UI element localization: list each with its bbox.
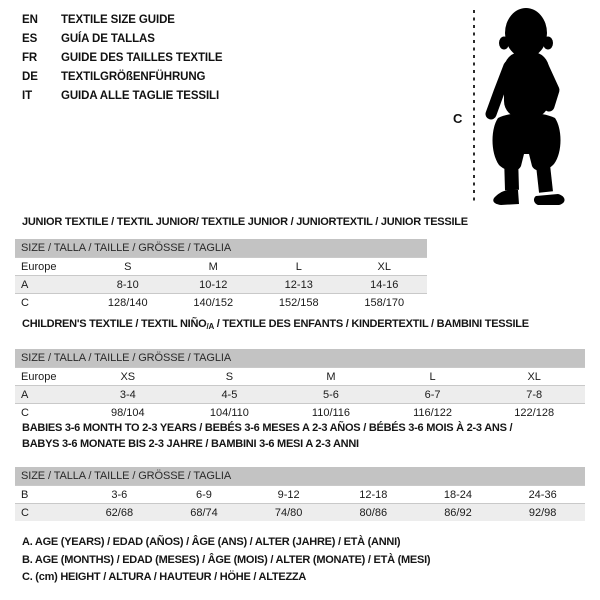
table-row — [15, 486, 585, 504]
toddler-silhouette-graphic — [448, 2, 600, 214]
row-label: C — [15, 404, 77, 422]
cell-value: XL — [483, 368, 585, 386]
height-measure-label: C — [453, 111, 463, 126]
cell-value: 74/80 — [246, 504, 331, 522]
language-list — [22, 11, 223, 106]
cell-value: 152/158 — [256, 294, 342, 312]
cell-value: L — [256, 258, 342, 276]
size-header-row — [15, 467, 585, 486]
row-label: A — [15, 386, 77, 404]
cell-value: 12-18 — [331, 486, 416, 504]
junior-textile-table — [15, 239, 427, 311]
language-code: FR — [22, 52, 38, 64]
language-label: TEXTILGRÖßENFÜHRUNG — [61, 71, 206, 83]
cell-value: 18-24 — [416, 486, 501, 504]
cell-value: 12-13 — [256, 276, 342, 294]
legend-line: C. (cm) HEIGHT / ALTURA / HAUTEUR / HÖHE / ALTEZZA — [22, 571, 307, 583]
childrens-textile-table — [15, 349, 585, 421]
junior-textile-title: JUNIOR TEXTILE / TEXTIL JUNIOR/ TEXTILE JUNIOR / JUNIORTEXTIL / JUNIOR TESSILE — [22, 216, 468, 228]
cell-value: 8-10 — [85, 276, 171, 294]
language-row — [22, 11, 223, 30]
size-header-label: SIZE / TALLA / TAILLE / GRÖSSE / TAGLIA — [15, 349, 585, 368]
table-row — [15, 258, 427, 276]
cell-value: 7-8 — [483, 386, 585, 404]
row-label: C — [15, 294, 85, 312]
language-code: ES — [22, 33, 38, 45]
language-code: DE — [22, 71, 38, 83]
cell-value: 4-5 — [179, 386, 281, 404]
cell-value: 92/98 — [500, 504, 585, 522]
cell-value: 6-7 — [382, 386, 484, 404]
table-row — [15, 294, 427, 312]
language-row — [22, 30, 223, 49]
table-row — [15, 404, 585, 422]
cell-value: M — [171, 258, 257, 276]
language-label: TEXTILE SIZE GUIDE — [61, 14, 175, 26]
legend-line: A. AGE (YEARS) / EDAD (AÑOS) / ÂGE (ANS) / ALTER (JAHRE) / ETÀ (ANNI) — [22, 536, 401, 548]
row-label: Europe — [15, 258, 85, 276]
cell-value: 110/116 — [280, 404, 382, 422]
toddler-silhouette-icon — [491, 8, 565, 205]
table-row — [15, 504, 585, 522]
size-header-label: SIZE / TALLA / TAILLE / GRÖSSE / TAGLIA — [15, 467, 585, 486]
cell-value: 80/86 — [331, 504, 416, 522]
table-row — [15, 276, 427, 294]
table-row — [15, 368, 585, 386]
cell-value: 3-6 — [77, 486, 162, 504]
cell-value: M — [280, 368, 382, 386]
cell-value: 104/110 — [179, 404, 281, 422]
cell-value: S — [85, 258, 171, 276]
legend-line: B. AGE (MONTHS) / EDAD (MESES) / ÂGE (MOIS) / ALTER (MONATE) / ETÀ (MESI) — [22, 553, 431, 566]
language-row — [22, 87, 223, 106]
size-header-row — [15, 239, 427, 258]
row-label: Europe — [15, 368, 77, 386]
babies-textile-title: BABIES 3-6 MONTH TO 2-3 YEARS / BEBÉS 3-6 MESES A 2-3 AÑOS / BÉBÉS 3-6 MOIS À 2-3 ANS / BABYS 3-6 MONATE BIS 2-3 JAHRE / BAMBINI 3-6 MESI A 2-3 ANNI — [22, 422, 513, 450]
row-label: B — [15, 486, 77, 504]
language-label: GUIDA ALLE TAGLIE TESSILI — [61, 90, 220, 102]
cell-value: 68/74 — [162, 504, 247, 522]
cell-value: XL — [342, 258, 428, 276]
language-row — [22, 49, 223, 68]
language-row — [22, 68, 223, 87]
size-guide-figure — [448, 2, 600, 214]
cell-value: XS — [77, 368, 179, 386]
babies-textile-table — [15, 467, 585, 521]
cell-value: 5-6 — [280, 386, 382, 404]
cell-value: 86/92 — [416, 504, 501, 522]
cell-value: 158/170 — [342, 294, 428, 312]
cell-value: 122/128 — [483, 404, 585, 422]
cell-value: 10-12 — [171, 276, 257, 294]
childrens-textile-title: CHILDREN'S TEXTILE / TEXTIL $NIÑO_{/A}$ / TEXTILE DES ENFANTS / KINDERTEXTIL / BAMBINI TESSILE — [22, 318, 529, 331]
language-label: GUIDE DES TAILLES TEXTILE — [61, 52, 223, 64]
cell-value: S — [179, 368, 281, 386]
table-row — [15, 386, 585, 404]
cell-value: 128/140 — [85, 294, 171, 312]
cell-value: 140/152 — [171, 294, 257, 312]
language-label: GUÍA DE TALLAS — [61, 33, 155, 45]
cell-value: 9-12 — [246, 486, 331, 504]
cell-value: 98/104 — [77, 404, 179, 422]
cell-value: 6-9 — [162, 486, 247, 504]
cell-value: L — [382, 368, 484, 386]
legend — [22, 534, 430, 587]
size-header-label: SIZE / TALLA / TAILLE / GRÖSSE / TAGLIA — [15, 239, 427, 258]
language-code: IT — [22, 90, 33, 102]
size-header-row — [15, 349, 585, 368]
language-code: EN — [22, 14, 38, 26]
cell-value: 116/122 — [382, 404, 484, 422]
cell-value: 24-36 — [500, 486, 585, 504]
cell-value: 62/68 — [77, 504, 162, 522]
cell-value: 14-16 — [342, 276, 428, 294]
row-label: A — [15, 276, 85, 294]
cell-value: 3-4 — [77, 386, 179, 404]
row-label: C — [15, 504, 77, 522]
